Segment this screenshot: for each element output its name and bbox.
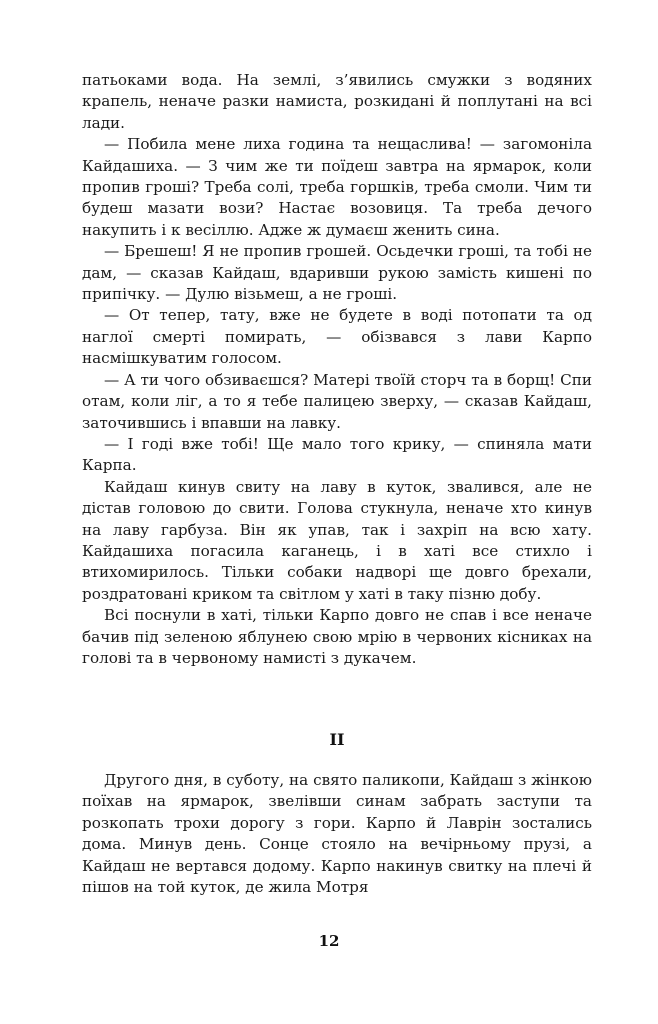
paragraph-5: — А ти чого обзиваєшся? Матері твоїй сторч та в борщ! Спи отам, коли ліг, а то я тебе палицею зверху, — сказав Кайдаш, заточившись і впавши на лавку. — [82, 370, 592, 432]
paragraph-4: — От тепер, тату, вже не будете в воді потопати та од наглої смерті помирать, — обізвався з лави Карпо насмішкуватим голосом. — [82, 306, 592, 368]
chapter-heading: II — [329, 730, 345, 749]
paragraph-8: Всі поснули в хаті, тільки Карпо довго не спав і все неначе бачив під зеленою яблунею свою мрію в червоних кісниках на голові та в червоному намисті з дукачем. — [82, 606, 592, 667]
page-body-chapter-2 — [82, 770, 592, 898]
page-number: 12 — [318, 932, 340, 950]
paragraph-7: Кайдаш кинув свиту на лаву в куток, звалився, але не дістав головою до свити. Голова стукнула, неначе хто кинув на лаву гарбуза. Він як упав, так і захріп на всю хату. Кайдашиха погасила каганець, і в хаті все стихло і втихомирилось. Тільки собаки надворі ще довго брехали, роздратовані криком та світлом у хаті в таку пізню добу. — [82, 477, 592, 603]
paragraph-1: патьоками вода. На землі, з’явились смужки з водяних крапель, неначе разки намиста, розкидані й поплутані на всі лади. — [82, 71, 592, 132]
page-body — [82, 70, 592, 669]
paragraph-3: — Брешеш! Я не пропив грошей. Осьдечки гроші, та тобі не дам, — сказав Кайдаш, вдаривши рукою замість кишені по припічку. — Дулю візьмеш, а не гроші. — [82, 242, 592, 304]
paragraph-2: — Побила мене лиха година та нещаслива! — загомоніла Кайдашиха. — З чим же ти поїдеш завтра на ярмарок, коли пропив гроші? Треба солі, треба горшків, треба смоли. Чим ти будеш мазати вози? Настає возовиця. Та треба дечого накупить і к весіллю. Адже ж думаєш женить сина. — [82, 135, 592, 239]
paragraph-6: — І годі вже тобі! Ще мало того крику, — спиняла мати Карпа. — [82, 434, 592, 475]
paragraph-9: Другого дня, в суботу, на свято паликопи, Кайдаш з жінкою поїхав на ярмарок, звелівши синам забрать заступи та розкопать трохи дорогу з гори. Карпо й Лаврін зостались дома. Минув день. Сонце стояло на вечірньому прузі, а Кайдаш не вертався додому. Карпо накинув свитку на плечі й пішов на той куток, де жила Мотря — [82, 771, 592, 897]
